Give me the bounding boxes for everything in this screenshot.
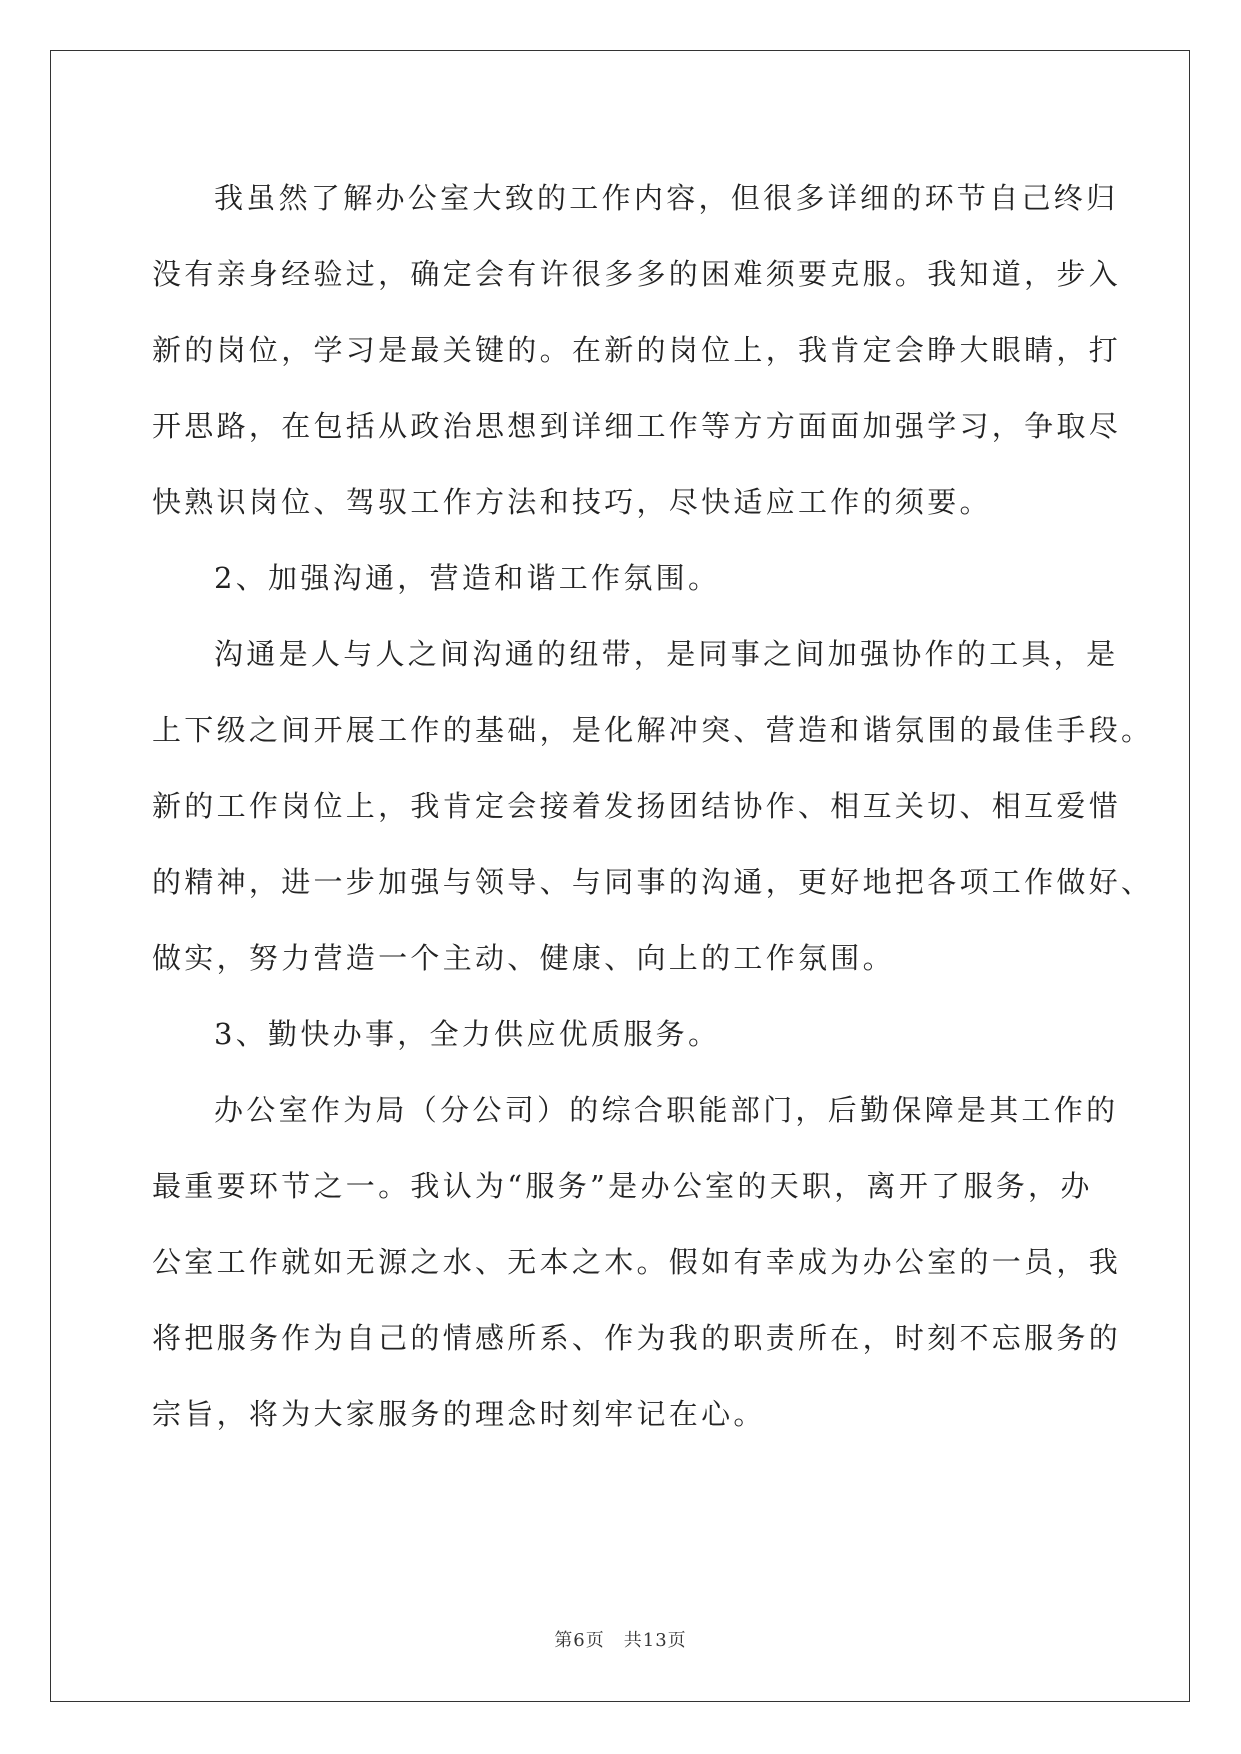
paragraph-line: 沟通是人与人之间沟通的纽带，是同事之间加强协作的工具，是 — [214, 637, 1119, 671]
page-number-footer: 第6页 共13页 — [554, 1630, 687, 1651]
section-heading: 2、加强沟通，营造和谐工作氛围。 — [214, 561, 721, 595]
paragraph-line: 我虽然了解办公室大致的工作内容，但很多详细的环节自己终归 — [214, 181, 1119, 215]
paragraph-line: 最重要环节之一。我认为“服务”是办公室的天职，离开了服务，办 — [152, 1169, 1093, 1203]
paragraph-line: 公室工作就如无源之水、无本之木。假如有幸成为办公室的一员，我 — [152, 1245, 1122, 1279]
paragraph-line: 上下级之间开展工作的基础，是化解冲突、营造和谐氛围的最佳手段。 — [152, 713, 1154, 747]
paragraph-line: 快熟识岗位、驾驭工作方法和技巧，尽快适应工作的须要。 — [152, 485, 992, 519]
paragraph-line: 的精神，进一步加强与领导、与同事的沟通，更好地把各项工作做好、 — [152, 865, 1154, 899]
section-heading: 3、勤快办事，全力供应优质服务。 — [214, 1017, 721, 1051]
paragraph-line: 没有亲身经验过，确定会有许很多多的困难须要克服。我知道，步入 — [152, 257, 1122, 291]
paragraph-line: 做实，努力营造一个主动、健康、向上的工作氛围。 — [152, 941, 895, 975]
paragraph-line: 办公室作为局（分公司）的综合职能部门，后勤保障是其工作的 — [214, 1093, 1119, 1127]
paragraph-line: 将把服务作为自己的情感所系、作为我的职责所在，时刻不忘服务的 — [152, 1321, 1122, 1355]
paragraph-line: 新的岗位，学习是最关键的。在新的岗位上，我肯定会睁大眼睛，打 — [152, 333, 1122, 367]
paragraph-line: 新的工作岗位上，我肯定会接着发扬团结协作、相互关切、相互爱惜 — [152, 789, 1122, 823]
document-body — [152, 160, 1154, 1452]
paragraph-line: 开思路，在包括从政治思想到详细工作等方方面面加强学习，争取尽 — [152, 409, 1122, 443]
paragraph-line: 宗旨，将为大家服务的理念时刻牢记在心。 — [152, 1397, 766, 1431]
